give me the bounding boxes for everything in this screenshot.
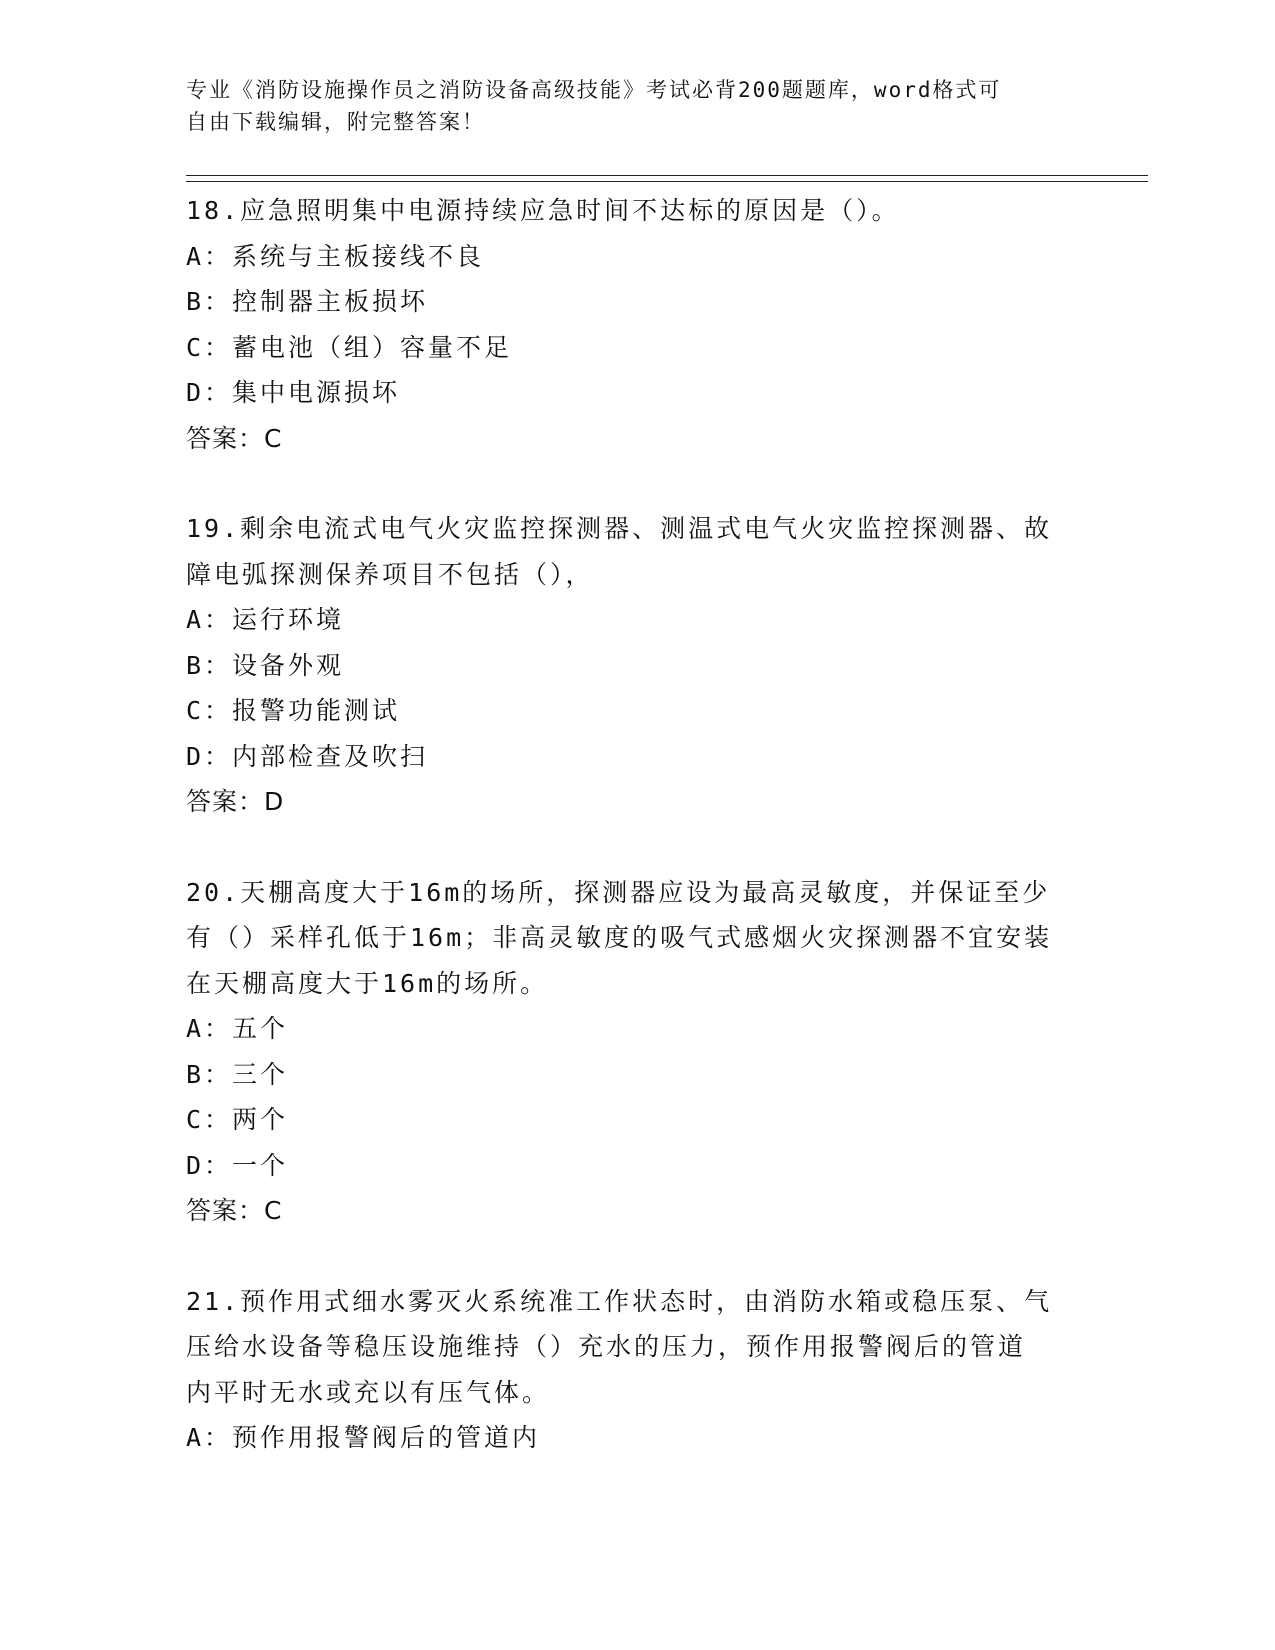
question-stem: 在天棚高度大于16m的场所。 — [186, 968, 549, 998]
question-stem: 18.应急照明集中电源持续应急时间不达标的原因是（）。 — [186, 196, 900, 225]
option-d: D：集中电源损坏 — [186, 378, 401, 407]
option-d: D：内部检查及吹扫 — [186, 741, 429, 771]
option-a: A：系统与主板接线不良 — [186, 241, 485, 271]
option-a: A：预作用报警阀后的管道内 — [186, 1423, 541, 1452]
question-stem: 20.天棚高度大于16m的场所，探测器应设为最高灵敏度，并保证至少 — [186, 877, 1051, 907]
answer-text: 答案：D — [186, 787, 285, 816]
question-stem: 障电弧探测保养项目不包括（）， — [186, 559, 594, 589]
question-stem: 有（）采样孔低于16m；非高灵敏度的吸气式感烟火灾探测器不宜安装 — [186, 923, 1053, 952]
option-c: C：蓄电池（组）容量不足 — [186, 332, 513, 362]
answer-text: 答案：C — [186, 1196, 283, 1225]
header-divider — [186, 181, 1148, 182]
question-stem: 压给水设备等稳压设施维持（）充水的压力，预作用报警阀后的管道 — [186, 1332, 1027, 1361]
option-a: A：五个 — [186, 1014, 289, 1043]
header-line: 专业《消防设施操作员之消防设备高级技能》考试必背200题题库，word格式可 — [186, 78, 1002, 102]
answer-text: 答案：C — [186, 423, 283, 453]
option-b: B：控制器主板损坏 — [186, 287, 429, 316]
header-divider — [186, 175, 1148, 176]
question-item — [186, 188, 1086, 461]
question-item — [186, 506, 1086, 825]
header-line: 自由下载编辑，附完整答案！ — [186, 110, 485, 134]
option-d: D：一个 — [186, 1150, 289, 1180]
option-a: A：运行环境 — [186, 605, 345, 634]
option-c: C：报警功能测试 — [186, 696, 401, 725]
document-header — [186, 74, 1066, 138]
question-stem: 21.预作用式细水雾灭火系统准工作状态时，由消防水箱或稳压泵、气 — [186, 1286, 1053, 1316]
option-b: B：三个 — [186, 1059, 289, 1089]
option-c: C：两个 — [186, 1105, 289, 1134]
question-stem: 内平时无水或充以有压气体。 — [186, 1377, 551, 1407]
question-item — [186, 1279, 1086, 1461]
question-item — [186, 870, 1086, 1234]
question-stem: 19.剩余电流式电气火灾监控探测器、测温式电气火灾监控探测器、故 — [186, 514, 1053, 543]
option-b: B：设备外观 — [186, 650, 345, 680]
question-list — [186, 188, 1086, 1506]
